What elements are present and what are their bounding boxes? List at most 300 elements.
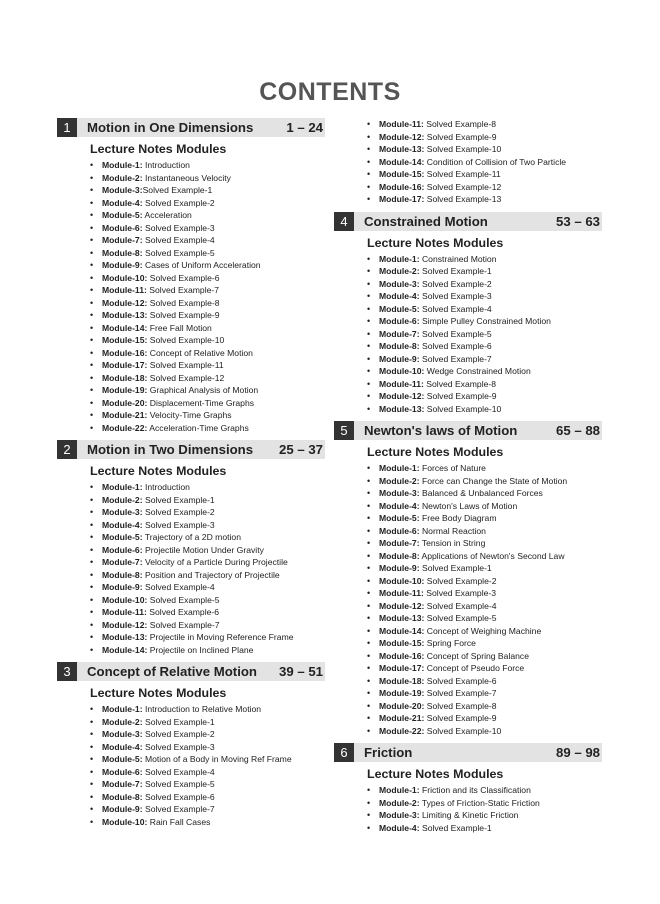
module-item: [90, 184, 325, 197]
module-label: Module-5:: [102, 532, 143, 542]
module-item: [90, 716, 325, 729]
module-label: Module-22:: [379, 725, 425, 736]
module-item: [367, 265, 602, 278]
module-list: [57, 481, 325, 656]
module-text: Solved Example-12: [424, 181, 502, 192]
chapter-title: Motion in One Dimensions: [87, 120, 254, 135]
module-text: Solved Example-5: [142, 247, 215, 258]
module-text: Solved Example-2: [419, 278, 492, 289]
module-item: [367, 550, 602, 563]
module-item: [367, 181, 602, 194]
module-label: Module-16:: [379, 181, 425, 192]
chapter-title: Newton's laws of Motion: [364, 423, 518, 438]
module-label: Module-13:: [379, 144, 425, 154]
module-item: [367, 131, 602, 144]
module-label: Module-2:: [379, 475, 420, 486]
module-text: Instantaneous Velocity: [142, 172, 231, 183]
module-item: [90, 594, 325, 607]
module-label: Module-11:: [102, 285, 147, 295]
module-text: Motion of a Body in Moving Ref Frame: [142, 754, 292, 764]
module-text: Applications of Newton's Second Law: [419, 550, 565, 561]
chapter-header: [334, 421, 602, 440]
module-text: Solved Example-12: [147, 372, 225, 383]
module-item: [367, 390, 602, 403]
module-list: [57, 159, 325, 434]
module-text: Solved Example-8: [424, 700, 497, 711]
module-text: Wedge Constrained Motion: [424, 366, 531, 376]
module-text: Solved Example-9: [147, 310, 220, 320]
module-text: Balanced & Unbalanced Forces: [419, 488, 543, 498]
module-item: [90, 209, 325, 222]
module-text: Solved Example-5: [424, 613, 497, 623]
module-text: Forces of Nature: [419, 463, 486, 473]
module-text: Condition of Collision of Two Particle: [424, 156, 567, 167]
module-item: [367, 525, 602, 538]
module-item: [367, 687, 602, 700]
module-item: [367, 512, 602, 525]
module-text: Displacement-Time Graphs: [147, 397, 255, 408]
chapter-number: 2: [57, 440, 77, 459]
module-label: Module-17:: [379, 663, 425, 673]
module-label: Module-1:: [102, 704, 143, 714]
module-text: Position and Trajectory of Projectile: [142, 569, 280, 580]
module-label: Module-6:: [102, 544, 143, 555]
right-column: [334, 118, 602, 834]
module-item: [90, 259, 325, 272]
module-label: Module-8:: [102, 791, 143, 802]
chapter-2: [57, 440, 325, 656]
left-column: [57, 118, 325, 828]
chapter-title: Motion in Two Dimensions: [87, 442, 254, 457]
module-item: [367, 712, 602, 725]
module-item: [90, 803, 325, 816]
module-item: [90, 631, 325, 644]
module-label: Module-12:: [102, 297, 148, 308]
module-text: Free Body Diagram: [419, 513, 497, 523]
module-item: [367, 822, 602, 835]
module-label: Module-13:: [379, 403, 425, 414]
module-label: Module-10:: [379, 575, 425, 586]
module-item: [90, 569, 325, 582]
module-item: [367, 315, 602, 328]
module-text: Solved Example-6: [146, 607, 220, 617]
module-item: [90, 397, 325, 410]
module-text: Free Fall Motion: [147, 322, 212, 333]
module-item: [367, 278, 602, 291]
module-item: [90, 359, 325, 372]
module-label: Module-2:: [102, 172, 143, 183]
module-text: Solved Example-7: [146, 285, 220, 295]
module-text: Projectile in Moving Reference Frame: [147, 632, 294, 642]
module-label: Module-7:: [379, 538, 420, 548]
module-label: Module-21:: [379, 713, 425, 723]
chapter-pages: 1 – 24: [286, 120, 323, 135]
module-item: [90, 519, 325, 532]
module-text: Normal Reaction: [419, 525, 486, 536]
module-text: Solved Example-8: [423, 378, 497, 389]
page-title: CONTENTS: [259, 78, 401, 106]
module-item: [367, 365, 602, 378]
module-text: Projectile on Inclined Plane: [147, 644, 254, 655]
module-label: Module-1:: [102, 482, 143, 492]
module-label: Module-13:: [102, 632, 148, 642]
module-label: Module-8:: [102, 247, 143, 258]
module-item: [367, 168, 602, 181]
module-item: [367, 562, 602, 575]
module-text: Solved Example-4: [424, 600, 497, 611]
module-label: Module-19:: [379, 688, 425, 698]
lecture-notes-heading: Lecture Notes Modules: [367, 445, 504, 459]
module-label: Module-1:: [379, 785, 420, 795]
module-text: Solved Example-2: [142, 729, 215, 739]
module-text: Concept of Pseudo Force: [424, 663, 525, 673]
module-label: Module-10:: [102, 594, 148, 605]
module-text: Solved Example-7: [419, 353, 492, 364]
module-text: Velocity of a Particle During Projectile: [142, 557, 288, 567]
module-text: Solved Example-1: [419, 563, 492, 573]
module-item: [367, 600, 602, 613]
module-text: Solved Example-1: [142, 185, 213, 195]
module-text: Solved Example-3: [419, 291, 492, 301]
module-item: [90, 494, 325, 507]
module-label: Module-3:: [379, 488, 420, 498]
module-text: Friction and its Classification: [419, 785, 531, 795]
module-label: Module-15:: [379, 638, 425, 648]
module-item: [90, 384, 325, 397]
chapter-pages: 65 – 88: [556, 423, 600, 438]
chapter-title: Constrained Motion: [364, 213, 488, 229]
module-item: [367, 575, 602, 588]
module-text: Spring Force: [424, 638, 476, 648]
module-item: [90, 506, 325, 519]
module-text: Tension in String: [419, 538, 486, 548]
module-label: Module-15:: [102, 335, 148, 345]
module-label: Module-10:: [102, 272, 148, 283]
module-text: Solved Example-8: [423, 119, 497, 129]
chapter-title: Friction: [364, 745, 413, 760]
module-label: Module-4:: [379, 291, 420, 301]
module-text: Limiting & Kinetic Friction: [419, 810, 519, 820]
module-item: [367, 700, 602, 713]
module-label: Module-14:: [102, 322, 148, 333]
module-item: [367, 353, 602, 366]
module-text: Solved Example-1: [142, 494, 215, 505]
module-text: Concept of Spring Balance: [424, 650, 529, 661]
module-text: Solved Example-10: [147, 335, 225, 345]
module-list: [334, 784, 602, 834]
module-label: Module-8:: [379, 550, 420, 561]
module-item: [90, 556, 325, 569]
module-item: [367, 475, 602, 488]
module-item: [367, 378, 602, 391]
module-item: [367, 612, 602, 625]
module-item: [90, 816, 325, 829]
module-item: [90, 222, 325, 235]
module-text: Newton's Laws of Motion: [419, 500, 518, 511]
chapter-number: 3: [57, 662, 77, 681]
module-label: Module-7:: [102, 235, 143, 245]
module-item: [90, 172, 325, 185]
module-text: Velocity-Time Graphs: [147, 410, 232, 420]
module-label: Module-21:: [102, 410, 148, 420]
module-item: [367, 403, 602, 416]
module-label: Module-4:: [102, 519, 143, 530]
module-item: [90, 741, 325, 754]
module-text: Solved Example-2: [142, 197, 215, 208]
chapter-6: [334, 743, 602, 834]
module-text: Simple Pulley Constrained Motion: [419, 316, 551, 326]
module-text: Introduction: [142, 160, 190, 170]
module-text: Solved Example-4: [142, 582, 215, 592]
module-list: [57, 703, 325, 828]
module-label: Module-9:: [379, 563, 420, 573]
module-label: Module-9:: [379, 353, 420, 364]
module-label: Module-2:: [379, 266, 420, 276]
module-label: Module-11:: [379, 588, 424, 598]
module-label: Module-9:: [102, 804, 143, 814]
module-label: Module-11:: [102, 607, 147, 617]
module-text: Solved Example-9: [424, 391, 497, 401]
chapter-header: [57, 118, 325, 137]
module-label: Module-6:: [379, 525, 420, 536]
module-item: [367, 118, 602, 131]
module-text: Solved Example-4: [419, 303, 492, 314]
module-text: Solved Example-1: [142, 716, 215, 727]
module-label: Module-18:: [102, 372, 148, 383]
module-label: Module-2:: [102, 494, 143, 505]
module-item: [90, 234, 325, 247]
chapter-number: 1: [57, 118, 77, 137]
module-text: Solved Example-3: [142, 222, 215, 233]
module-text: Introduction to Relative Motion: [142, 704, 262, 714]
chapter-3: [57, 662, 325, 828]
module-text: Solved Example-10: [424, 144, 502, 154]
module-label: Module-8:: [379, 341, 420, 351]
module-item: [367, 797, 602, 810]
module-label: Module-6:: [102, 222, 143, 233]
module-item: [90, 644, 325, 657]
module-item: [367, 500, 602, 513]
module-item: [367, 537, 602, 550]
module-item: [90, 481, 325, 494]
module-item: [367, 675, 602, 688]
module-text: Solved Example-1: [419, 266, 492, 276]
module-text: Introduction: [142, 482, 190, 492]
chapter-title: Concept of Relative Motion: [87, 664, 257, 679]
module-label: Module-2:: [102, 716, 143, 727]
module-item: [90, 197, 325, 210]
module-text: Solved Example-9: [424, 131, 497, 142]
module-label: Module-1:: [379, 253, 420, 264]
lecture-notes-heading: Lecture Notes Modules: [90, 142, 227, 156]
chapter-number: 6: [334, 743, 354, 762]
module-label: Module-12:: [379, 600, 425, 611]
module-item: [367, 784, 602, 797]
module-label: Module-3:: [102, 185, 143, 195]
module-item: [90, 284, 325, 297]
module-item: [367, 193, 602, 206]
lecture-notes-heading: Lecture Notes Modules: [90, 686, 227, 700]
module-item: [90, 544, 325, 557]
module-label: Module-9:: [102, 582, 143, 592]
module-item: [367, 625, 602, 638]
module-label: Module-2:: [379, 797, 420, 808]
module-item: [90, 531, 325, 544]
module-label: Module-11:: [379, 119, 424, 129]
module-item: [90, 422, 325, 435]
module-label: Module-1:: [379, 463, 420, 473]
module-label: Module-10:: [102, 816, 148, 827]
module-item: [367, 156, 602, 169]
module-item: [90, 766, 325, 779]
module-text: Solved Example-7: [424, 688, 497, 698]
module-label: Module-3:: [379, 810, 420, 820]
module-label: Module-17:: [379, 194, 425, 204]
module-label: Module-19:: [102, 385, 148, 395]
module-item: [367, 290, 602, 303]
module-label: Module-5:: [379, 513, 420, 523]
lecture-notes-heading: Lecture Notes Modules: [367, 767, 504, 781]
module-item: [90, 409, 325, 422]
module-item: [90, 728, 325, 741]
chapter-header: [334, 743, 602, 762]
module-text: Solved Example-1: [419, 822, 492, 833]
module-label: Module-3:: [102, 729, 143, 739]
module-text: Solved Example-11: [424, 169, 501, 179]
module-label: Module-4:: [102, 741, 143, 752]
module-text: Constrained Motion: [419, 253, 497, 264]
chapter-number: 4: [334, 212, 354, 231]
chapter-1: [57, 118, 325, 434]
module-item: [367, 143, 602, 156]
module-label: Module-4:: [102, 197, 143, 208]
module-text: Types of Friction-Static Friction: [419, 797, 540, 808]
module-label: Module-12:: [102, 619, 148, 630]
module-text: Solved Example-3: [142, 741, 215, 752]
module-list: [334, 253, 602, 416]
module-item: [90, 791, 325, 804]
module-label: Module-20:: [379, 700, 425, 711]
module-text: Solved Example-5: [419, 328, 492, 339]
module-label: Module-5:: [379, 303, 420, 314]
module-item: [90, 334, 325, 347]
module-label: Module-9:: [102, 260, 143, 270]
module-label: Module-14:: [379, 156, 425, 167]
chapter-5: [334, 421, 602, 737]
chapter-pages: 89 – 98: [556, 745, 600, 760]
chapter-pages: 39 – 51: [279, 664, 323, 679]
module-text: Solved Example-3: [423, 588, 497, 598]
chapter-header: [334, 212, 602, 231]
module-item: [90, 703, 325, 716]
module-item: [367, 328, 602, 341]
chapter-pages: 25 – 37: [279, 442, 323, 457]
module-label: Module-18:: [379, 675, 425, 686]
module-text: Graphical Analysis of Motion: [147, 385, 259, 395]
module-label: Module-14:: [102, 644, 148, 655]
module-text: Concept of Relative Motion: [147, 347, 253, 358]
module-label: Module-15:: [379, 169, 425, 179]
module-item: [367, 725, 602, 738]
module-text: Solved Example-3: [142, 519, 215, 530]
module-label: Module-11:: [379, 378, 424, 389]
chapter-number: 5: [334, 421, 354, 440]
lecture-notes-heading: Lecture Notes Modules: [90, 464, 227, 478]
module-list: [334, 462, 602, 737]
module-label: Module-12:: [379, 131, 425, 142]
module-text: Solved Example-6: [147, 272, 220, 283]
module-item: [90, 347, 325, 360]
module-label: Module-6:: [379, 316, 420, 326]
module-text: Cases of Uniform Acceleration: [142, 260, 261, 270]
module-label: Module-1:: [102, 160, 143, 170]
module-text: Solved Example-4: [142, 235, 215, 245]
module-item: [90, 753, 325, 766]
module-text: Solved Example-6: [142, 791, 215, 802]
module-text: Solved Example-9: [424, 713, 497, 723]
module-label: Module-7:: [102, 779, 143, 789]
module-text: Solved Example-5: [142, 779, 215, 789]
module-item: [367, 303, 602, 316]
module-text: Solved Example-2: [142, 507, 215, 517]
module-text: Rain Fall Cases: [147, 816, 211, 827]
module-item: [367, 662, 602, 675]
module-item: [90, 619, 325, 632]
module-text: Trajectory of a 2D motion: [142, 532, 241, 542]
module-label: Module-4:: [379, 822, 420, 833]
module-text: Solved Example-10: [424, 725, 502, 736]
module-text: Solved Example-8: [147, 297, 220, 308]
module-label: Module-16:: [102, 347, 148, 358]
module-label: Module-20:: [102, 397, 148, 408]
module-label: Module-8:: [102, 569, 143, 580]
module-item: [367, 340, 602, 353]
module-item: [367, 487, 602, 500]
module-list-continued: [334, 118, 602, 206]
module-label: Module-13:: [102, 310, 148, 320]
module-text: Solved Example-7: [142, 804, 215, 814]
module-text: Solved Example-4: [142, 766, 215, 777]
module-label: Module-4:: [379, 500, 420, 511]
module-item: [90, 778, 325, 791]
module-text: Solved Example-13: [424, 194, 502, 204]
module-text: Solved Example-11: [147, 360, 224, 370]
module-item: [90, 372, 325, 385]
chapter-pages: 53 – 63: [556, 213, 600, 229]
module-item: [367, 650, 602, 663]
lecture-notes-heading: Lecture Notes Modules: [367, 235, 504, 250]
module-text: Solved Example-6: [419, 341, 492, 351]
module-label: Module-3:: [379, 278, 420, 289]
module-text: Acceleration-Time Graphs: [147, 422, 249, 433]
module-item: [367, 809, 602, 822]
module-item: [367, 462, 602, 475]
module-label: Module-7:: [379, 328, 420, 339]
module-label: Module-3:: [102, 507, 143, 517]
chapter-header: [57, 440, 325, 459]
module-item: [367, 253, 602, 266]
module-label: Module-17:: [102, 360, 148, 370]
module-item: [90, 159, 325, 172]
module-label: Module-16:: [379, 650, 425, 661]
module-item: [90, 322, 325, 335]
module-item: [90, 297, 325, 310]
module-item: [90, 309, 325, 322]
module-label: Module-10:: [379, 366, 425, 376]
module-label: Module-5:: [102, 754, 143, 764]
module-label: Module-7:: [102, 557, 143, 567]
module-text: Solved Example-7: [147, 619, 220, 630]
